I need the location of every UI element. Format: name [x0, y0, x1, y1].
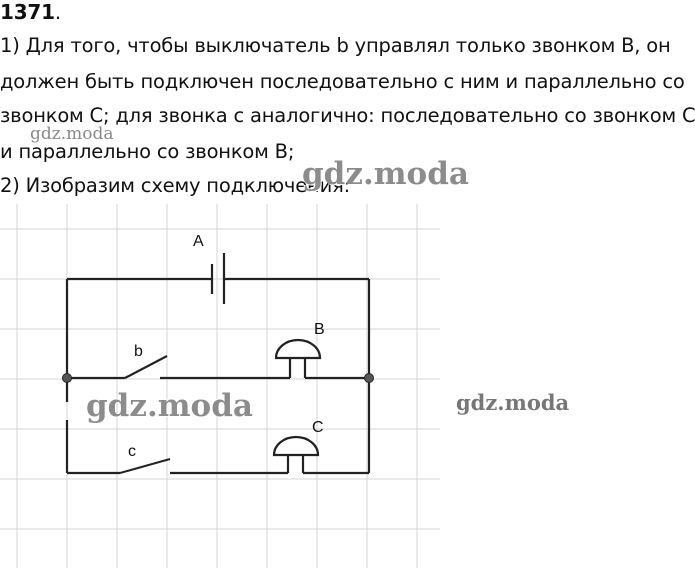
watermark-large-top: gdz.moda [302, 156, 469, 192]
problem-number-line [0, 0, 61, 24]
bell-c-symbol [274, 437, 318, 473]
text-line-3: звонком C; для звонка c аналогично: последовательно со звонком C [0, 104, 695, 127]
wires [67, 279, 369, 473]
problem-number: 1371 [0, 0, 55, 24]
junction-right [365, 374, 374, 383]
watermark-large-middle: gdz.moda [86, 388, 253, 424]
bell-b-symbol [276, 340, 320, 378]
problem-number-suffix: . [54, 1, 61, 24]
bell-c-label: C [312, 419, 324, 436]
text-line-2: должен быть подключен последовательно с ним и параллельно со [0, 70, 685, 93]
watermark-small: gdz.moda [30, 124, 114, 144]
text-line-5: 2) Изобразим схему подключения: [0, 174, 350, 197]
battery-label: A [193, 233, 204, 250]
watermark-right: gdz.moda [456, 390, 570, 415]
bell-b-label: B [314, 321, 325, 338]
switch-b-label: b [134, 343, 143, 360]
junction-left [63, 374, 72, 383]
circuit-diagram [0, 200, 450, 568]
text-line-1: 1) Для того, чтобы выключатель b управлял только звонком B, он [0, 34, 671, 57]
switch-b-blade [125, 356, 167, 378]
switch-c-label: c [128, 443, 136, 460]
text-line-4: и параллельно со звонком B; [0, 140, 295, 163]
switch-c-blade [120, 459, 170, 473]
